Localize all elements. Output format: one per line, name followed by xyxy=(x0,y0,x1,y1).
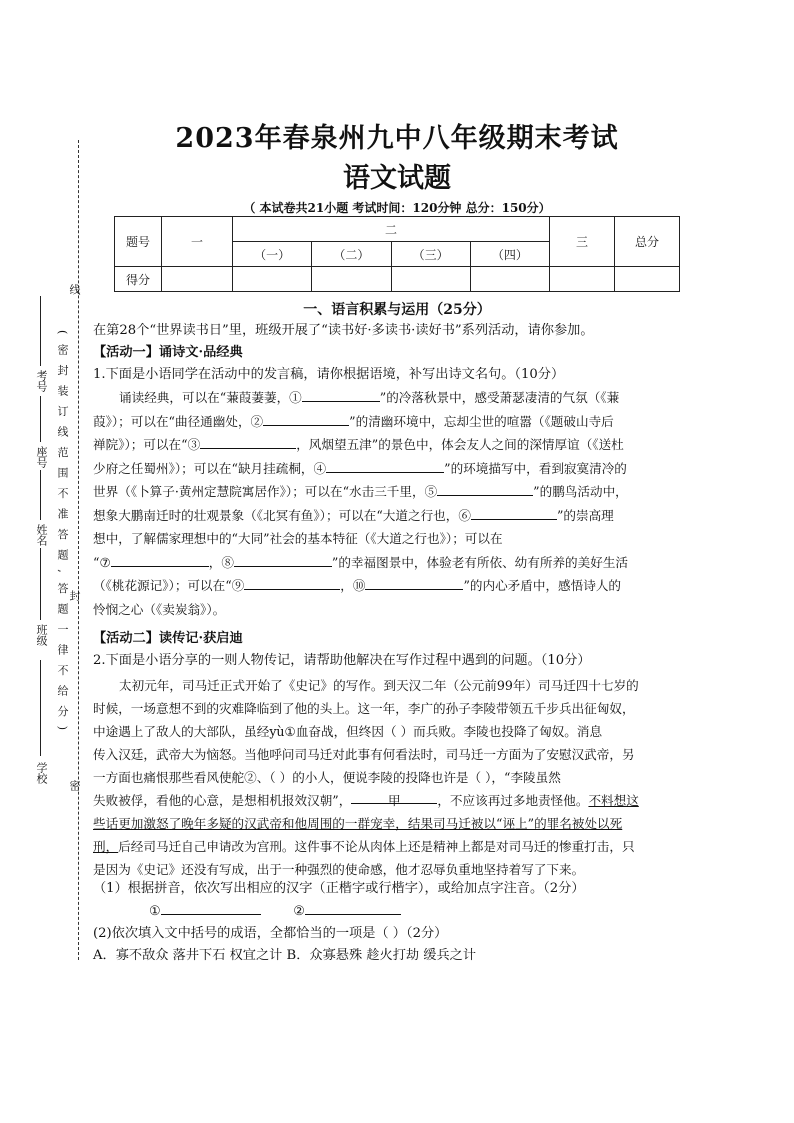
school-field-line[interactable] xyxy=(40,660,41,756)
exam-subtitle: 语文试题 xyxy=(343,163,451,194)
label-exam-no: 考号 xyxy=(35,370,48,392)
q1-passage: 诵读经典，可以在“蒹葭萋萋，① ”的冷落秋景中，感受萧瑟凄清的气氛（《蒹 葭》）；可以在“曲径通幽处，② ”的清幽环境中，忘却尘世的喧嚣（《题破山寺后 禅院》）；可以在“③ ，风烟望五津”的景色中，体会友人之间的深情厚谊（《送杜 少府之任蜀州》）；可以在“缺月挂疏桐，④ ”的环境描写中，看到寂寞清冷的 世界（《卜算子·黄州定慧院寓居作》）；可以在“水击三千里，⑤ ”的鹏鸟活动中， 想象大鹏南迁时的壮观景象（《北冥有鱼》）；可以在“大道之行也，⑥ ”的崇高理 想中，了解儒家理想中的“大同”社会的基本特征（《大道之行也》）；可以在 “⑦ ，⑧ ”的幸福图景中，体验老有所依、幼有所养的美好生活 （《桃花源记》）；可以在“⑨ ，⑩ ”的内心矛盾中，感悟诗人的 怜悯之心（《卖炭翁》）。 xyxy=(93,386,705,621)
score-row-label: 得分 xyxy=(115,267,162,292)
seal-dashed-line xyxy=(78,140,79,960)
score-cell[interactable] xyxy=(391,267,470,292)
seal-char-feng: 封 xyxy=(68,590,81,601)
name-field-line[interactable] xyxy=(40,470,41,520)
score-sub-2: （二） xyxy=(312,242,391,267)
activity2-heading: 【活动二】读传记·获启迪 xyxy=(93,631,243,646)
score-header-part1: 一 xyxy=(162,217,233,267)
answer-blank-10[interactable] xyxy=(365,575,463,590)
answer-blank-9[interactable] xyxy=(244,575,340,590)
answer-blank-6[interactable] xyxy=(471,505,557,520)
question-2-1: （1）根据拼音，依次写出相应的汉字（正楷字或行楷字），或给加点字注音。（2分） xyxy=(93,881,585,896)
score-cell[interactable] xyxy=(312,267,391,292)
answer-blank-jia[interactable]: 甲 xyxy=(351,789,437,804)
question-2-2-options: A．寡不敌众 落井下石 权宜之计 B．众寡悬殊 趁火打劫 缓兵之计 xyxy=(93,948,477,963)
label-school: 学校 xyxy=(35,762,48,784)
answer-blank-q2-1a[interactable] xyxy=(161,900,261,915)
section-body xyxy=(93,320,705,386)
answer-blank-3[interactable] xyxy=(200,434,296,449)
score-cell[interactable] xyxy=(550,267,615,292)
exam-info: （ 本试卷共21小题 考试时间：120分钟 总分：150分） xyxy=(243,201,551,215)
score-header-label: 题号 xyxy=(115,217,162,267)
question-2-2: (2)依次填入文中括号的成语，全都恰当的一项是（ ）（2分） xyxy=(93,926,448,941)
score-cell[interactable] xyxy=(615,267,680,292)
seal-char-mi: 密 xyxy=(68,780,81,791)
score-cell[interactable] xyxy=(162,267,233,292)
underlined-sentence: 不料想这 xyxy=(588,793,639,808)
answer-blank-5[interactable] xyxy=(437,481,533,496)
label-class: 班级 xyxy=(35,624,48,646)
activity2-block xyxy=(93,628,705,672)
score-sub-1: （一） xyxy=(233,242,312,267)
seat-field-line[interactable] xyxy=(40,396,41,442)
seal-char-xian: 线 xyxy=(68,284,81,295)
answer-blank-4[interactable] xyxy=(326,458,444,473)
question-2: 2.下面是小语分享的一则人物传记，请帮助他解决在写作过程中遇到的问题。（10分） xyxy=(93,653,591,668)
label-seat: 座号 xyxy=(35,446,48,468)
activity1-heading: 【活动一】诵诗文·品经典 xyxy=(93,345,243,360)
q2-subquestions: （1）根据拼音，依次写出相应的汉字（正楷字或行楷字），或给加点字注音。（2分） ① ② (2)依次填入文中括号的成语，全都恰当的一项是（ ）（2分） A．寡不敌众 落井下石 权宜之计 B．众寡悬殊 趁火打劫 缓兵之计 xyxy=(93,878,705,967)
score-header-total: 总分 xyxy=(615,217,680,267)
score-cell[interactable] xyxy=(470,267,549,292)
answer-blank-q2-1b[interactable] xyxy=(305,900,401,915)
intro-text: 在第28个“世界读书日”里，班级开展了“读书好·多读书·读好书”系列活动，请你参加。 xyxy=(93,323,594,338)
answer-blank-8[interactable] xyxy=(234,552,332,567)
answer-blank-7[interactable] xyxy=(111,552,209,567)
label-name: 姓名 xyxy=(35,524,48,546)
score-cell[interactable] xyxy=(233,267,312,292)
score-table xyxy=(114,216,680,292)
score-header-part2: 二 xyxy=(233,217,550,242)
answer-blank-1[interactable] xyxy=(302,387,380,402)
class-field-line[interactable] xyxy=(40,548,41,620)
underlined-sentence-cont: 些话更加激怒了晚年多疑的汉武帝和他周围的一群宠幸，结果司马迁被以“诬上”的罪名被处以死 xyxy=(93,816,623,831)
question-1: 1.下面是小语同学在活动中的发言稿，请你根据语境，补写出诗文名句。（10分） xyxy=(93,367,565,382)
binding-warning: ( 密 封 装 订 线 范 围 不 准 答 题 , 答 题 一 律 不 给 分 ) xyxy=(56,330,69,734)
exam-title: 2023年春泉州九中八年级期末考试 xyxy=(175,123,619,154)
q2-passage: 太初元年，司马迁正式开始了《史记》的写作。到天汉二年（公元前99年）司马迁四十七岁的 时候，一场意想不到的灾难降临到了他的头上。这一年，李广的孙子李陵带领五千步兵出征匈奴， 中途遇上了敌人的大部队，虽经yù①血奋战，但终因（ ）而兵败。李陵也投降了匈奴。消息 传入汉廷，武帝大为恼怒。当他呼问司马迁对此事有何看法时，司马迁一方面为了安慰汉武帝，另 一方面也痛恨那些看风使舵②、（ ）的小人，便说李陵的投降也许是（ ），“李陵虽然 失败被俘，看他的心意，是想相机报效汉朝”， 甲 ，不应该再过多地责怪他。不料想这 些话更加激怒了晚年多疑的汉武帝和他周围的一群宠幸，结果司马迁被以“诬上”的罪名被处以死 刑，后经司马迁自己申请改为宫刑。这件事不论从肉体上还是精神上都是对司马迁的惨重打击，只 是因为《史记》还没有写成，出于一种强烈的使命感，他才忍辱负重地坚持着写了下来。 xyxy=(93,674,705,881)
score-sub-4: （四） xyxy=(470,242,549,267)
score-sub-3: （三） xyxy=(391,242,470,267)
score-header-part3: 三 xyxy=(550,217,615,267)
section-title: 一、语言积累与运用（25分） xyxy=(303,302,491,318)
answer-blank-2[interactable] xyxy=(263,411,349,426)
